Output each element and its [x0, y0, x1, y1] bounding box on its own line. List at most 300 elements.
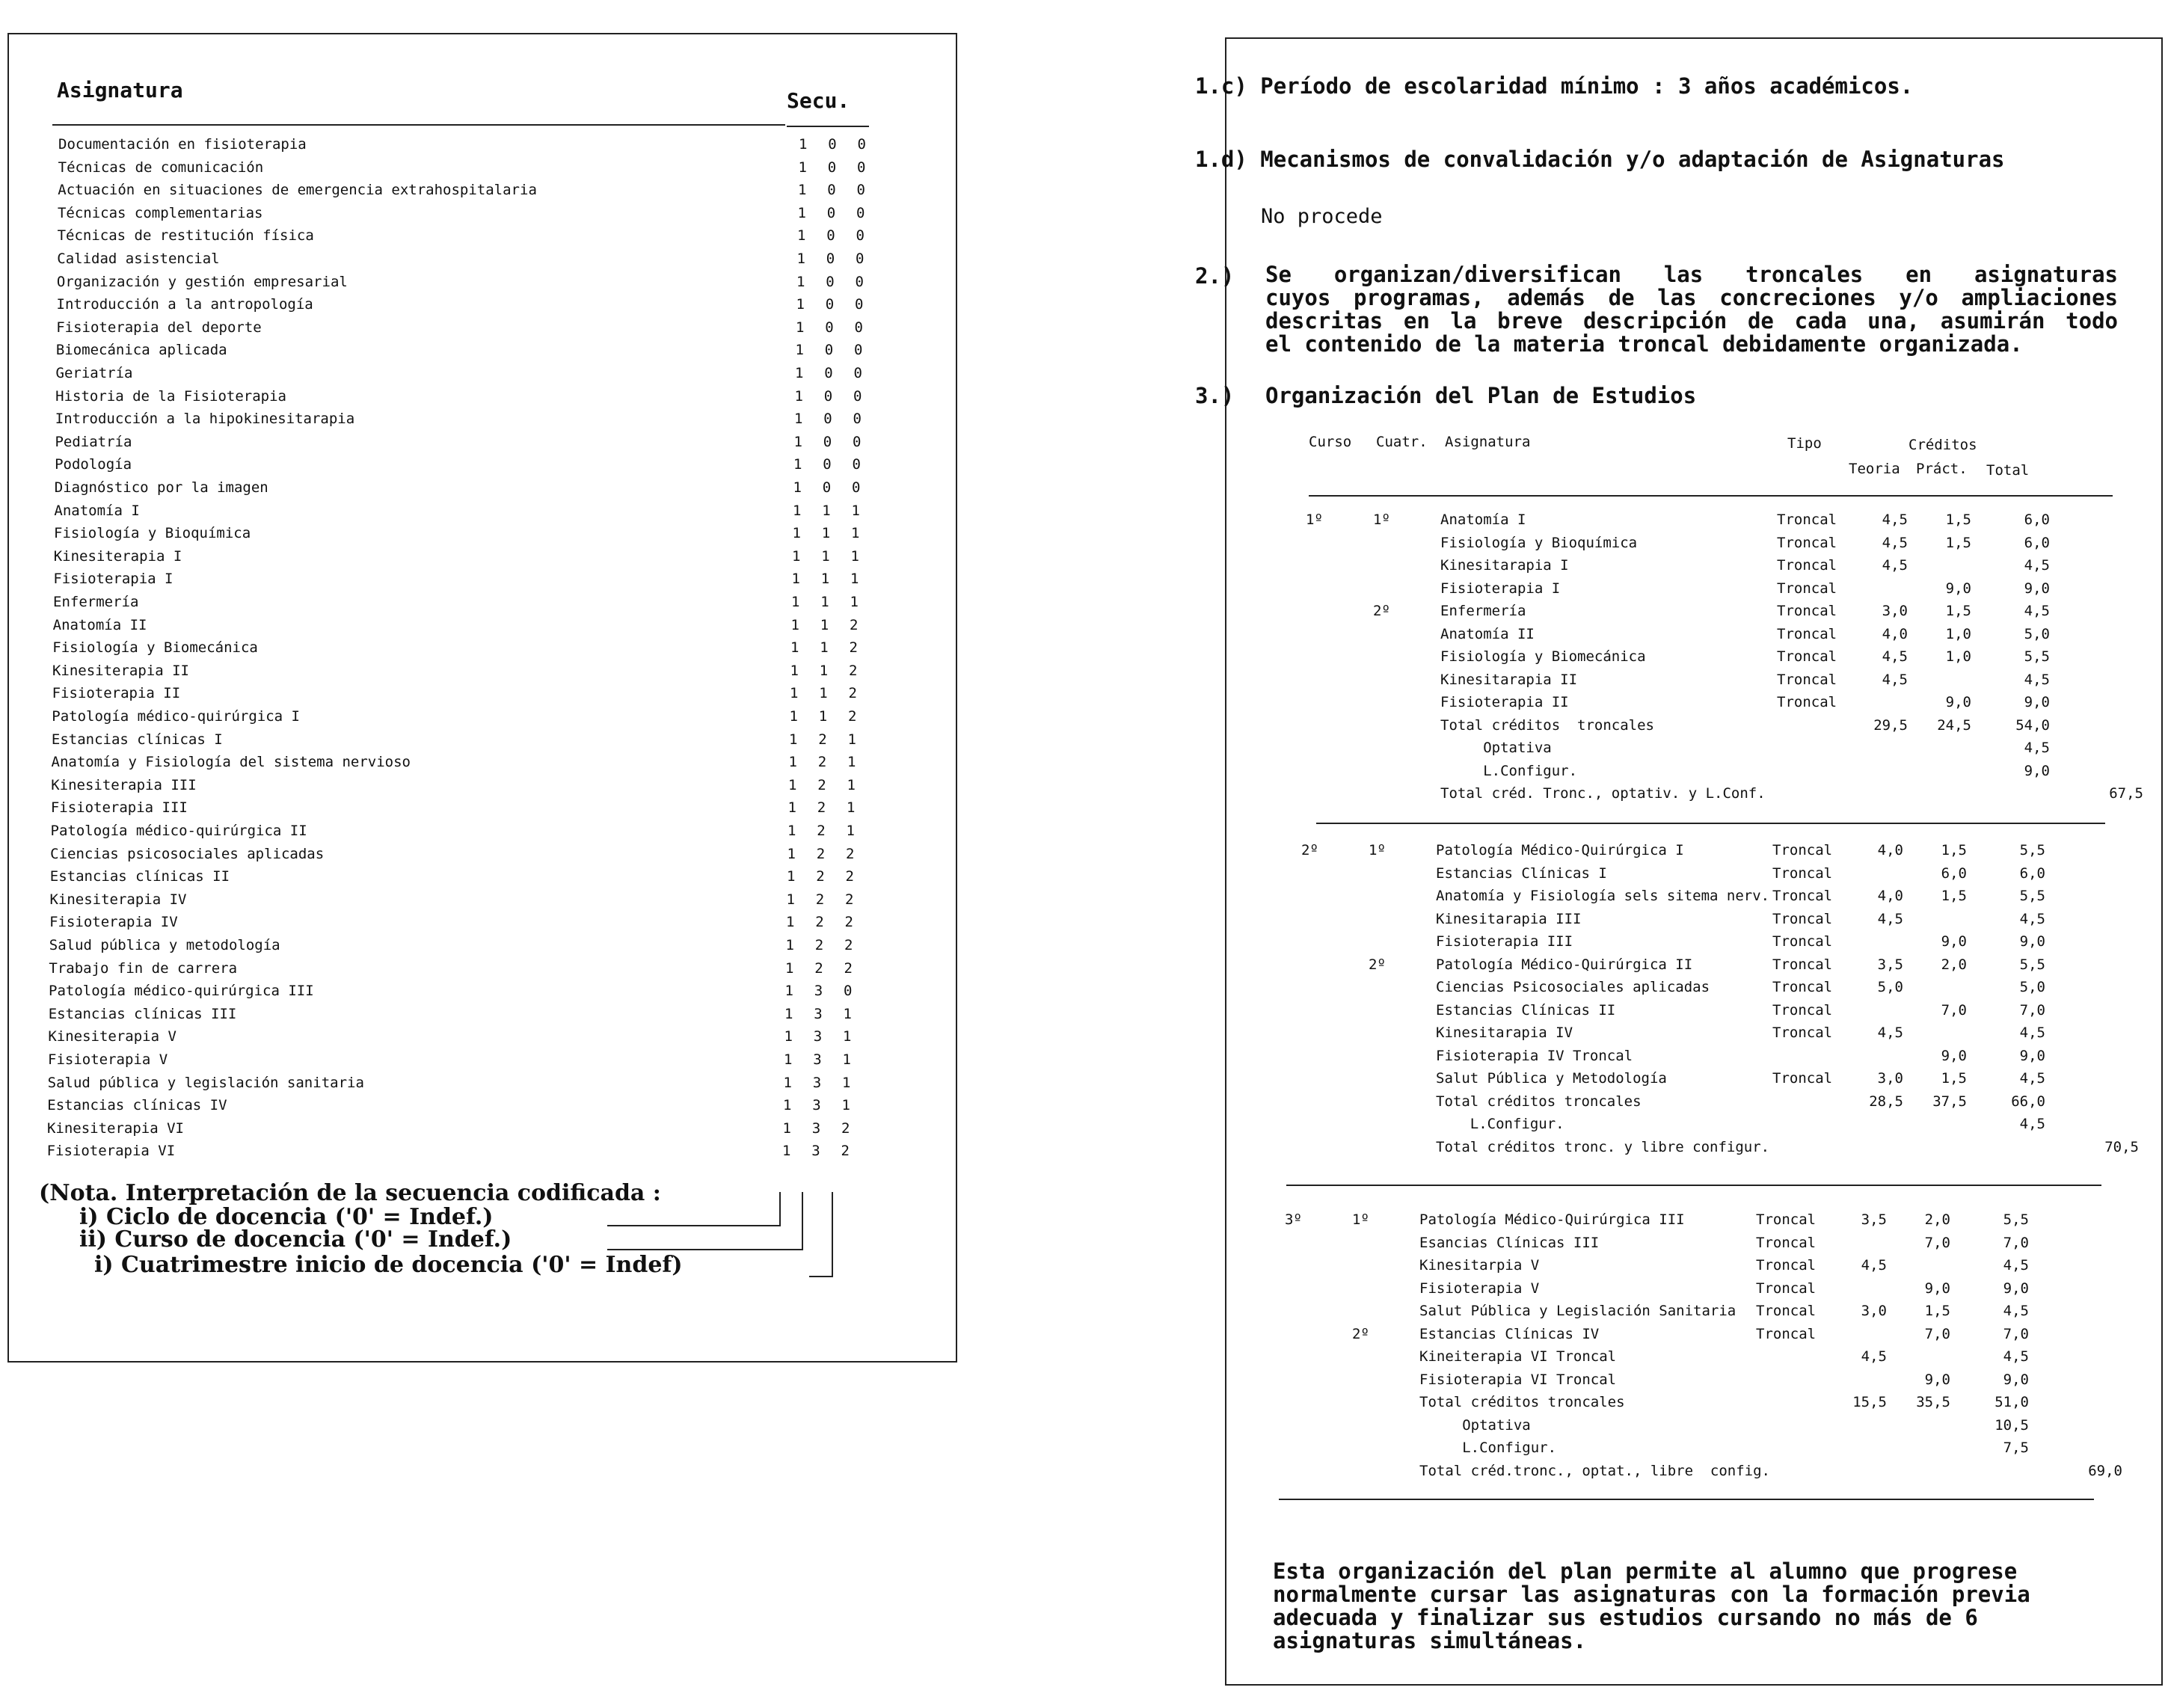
sequence-digit: 1: [786, 868, 796, 885]
cell-teo: 4,0: [1877, 888, 1903, 904]
sequence-digit: 2: [841, 1119, 850, 1137]
cell-asig: Total créd. Tronc., optativ. y L.Conf.: [1440, 785, 1766, 802]
subject-sequence-code: [797, 251, 865, 267]
year1-row: [1306, 512, 2151, 534]
cell-pra: 9,0: [1945, 580, 1971, 597]
left-page: [7, 33, 957, 1363]
subject-sequence-code: [788, 754, 856, 770]
subject-sequence-code: [785, 960, 853, 977]
sequence-digit: 0: [856, 227, 865, 245]
subject-sequence-code: [790, 617, 858, 633]
subject-row: [51, 799, 903, 822]
year1-row: [1306, 740, 2151, 762]
sequence-digit: 0: [823, 433, 832, 450]
subject-name: Trabajo fin de carrera: [49, 959, 238, 977]
cell-tot: 6,0: [2019, 864, 2045, 882]
year3-row: [1285, 1348, 2130, 1371]
cell-tot: 5,5: [2019, 956, 2045, 973]
cell-asig: Ciencias Psicosociales aplicadas: [1436, 979, 1710, 995]
subject-row: [58, 182, 910, 204]
sequence-digit: 1: [795, 365, 804, 381]
sequence-digit: 0: [827, 159, 837, 176]
sequence-digit: 1: [797, 204, 806, 221]
th-tipo: Tipo: [1787, 435, 1822, 452]
sequence-digit: 0: [853, 387, 862, 405]
subject-row: [49, 891, 902, 914]
sequence-digit: 1: [781, 1143, 791, 1160]
cell-asig: Kineiterapia VI Troncal: [1419, 1348, 1617, 1365]
subject-row: [56, 342, 909, 364]
cell-pra: 6,0: [1941, 864, 1967, 882]
subject-sequence-code: [795, 365, 862, 381]
subject-row: [51, 777, 903, 799]
cell-tot: 4,5: [2003, 1257, 2029, 1274]
cell-tipo: Troncal: [1777, 557, 1837, 574]
sequence-digit: 2: [817, 799, 826, 817]
subject-name: Ciencias psicosociales aplicadas: [50, 845, 325, 862]
cell-tipo: Troncal: [1772, 864, 1833, 882]
cell-teo: 28,5: [1869, 1093, 1903, 1110]
sequence-digit: 1: [822, 502, 831, 519]
cell-pra: 1,5: [1945, 603, 1971, 619]
subject-name: Salud pública y metodología: [49, 937, 280, 953]
cell-pra: 1,5: [1945, 512, 1971, 528]
cell-asig: Estancias Clínicas II: [1436, 1001, 1616, 1019]
cell-teo: 4,5: [1861, 1257, 1887, 1274]
year3-row: [1285, 1394, 2130, 1416]
sequence-digit: 0: [826, 273, 835, 290]
subject-name: Técnicas de restitución física: [57, 227, 314, 245]
cell-teo: 15,5: [1852, 1394, 1887, 1410]
subject-row: [57, 251, 909, 273]
subject-name: Podología: [55, 456, 132, 473]
sequence-digit: 1: [787, 823, 796, 839]
cell-tot: 4,5: [2024, 603, 2050, 619]
subject-name: Salud pública y legislación sanitaria: [47, 1074, 364, 1091]
year2-row: [1301, 956, 2146, 979]
cell-tipo: Troncal: [1772, 1025, 1833, 1041]
cell-tot: 9,0: [2019, 933, 2045, 950]
sequence-digit: 3: [811, 1119, 821, 1137]
year1-row: [1306, 626, 2151, 648]
cell-tipo: Troncal: [1772, 910, 1833, 927]
sequence-digit: 1: [841, 1097, 850, 1114]
sequence-digit: 0: [855, 296, 864, 313]
cell-tot: 7,0: [2003, 1234, 2029, 1251]
cell-tipo: Troncal: [1756, 1280, 1817, 1297]
cell-asig: Fisioterapia III: [1436, 933, 1573, 950]
sequence-digit: 3: [812, 1097, 821, 1114]
section-1c: 1.c) Período de escolaridad mínimo : 3 años académicos.: [1195, 73, 1914, 99]
subject-sequence-code: [790, 663, 857, 679]
subject-row: [58, 227, 910, 250]
header-asignatura: Asignatura: [57, 78, 183, 102]
cell-tot: 9,0: [2003, 1280, 2029, 1297]
sequence-digit: 3: [813, 1051, 822, 1068]
cell-asig: Anatomía II: [1440, 625, 1535, 642]
subject-sequence-code: [784, 1006, 852, 1022]
subject-name: Kinesiterapia VI: [46, 1119, 184, 1137]
subject-name: Estancias clínicas II: [49, 868, 230, 885]
cell-tipo: Troncal: [1772, 888, 1833, 904]
subject-name: Anatomía I: [54, 502, 140, 519]
year3-rule: [1279, 1499, 2094, 1500]
cell-tot: 4,5: [2019, 1116, 2045, 1132]
bracket-h2: [607, 1249, 803, 1250]
sequence-digit: 1: [847, 731, 856, 748]
subject-row: [54, 548, 906, 571]
sequence-digit: 1: [851, 502, 860, 519]
sequence-digit: 1: [819, 685, 828, 702]
cell-tipo: Troncal: [1772, 933, 1833, 950]
note-curso: ii) Curso de docencia ('0' = Indef.): [79, 1226, 512, 1253]
subject-row: [55, 456, 907, 479]
sequence-digit: 0: [856, 251, 865, 267]
cell-curso: 2º: [1301, 842, 1318, 858]
subject-row: [56, 319, 909, 342]
sequence-digit: 1: [784, 1051, 793, 1068]
cell-tipo: Troncal: [1777, 512, 1837, 528]
sequence-digit: 1: [820, 594, 829, 610]
subject-name: Actuación en situaciones de emergencia extrahospitalaria: [58, 182, 537, 199]
sequence-digit: 1: [793, 456, 802, 473]
cell-asig: Total créditos tronc. y libre configur.: [1436, 1138, 1770, 1155]
subject-row: [47, 1143, 900, 1165]
cell-tipo: Troncal: [1777, 648, 1837, 665]
bracket-h1: [607, 1225, 779, 1226]
sequence-digit: 2: [816, 845, 826, 862]
year2-row: [1301, 1002, 2146, 1025]
cell-pra: 1,5: [1924, 1303, 1950, 1319]
year2-row: [1301, 911, 2146, 933]
subject-sequence-code: [799, 136, 866, 153]
cell-pra: 7,0: [1941, 1001, 1967, 1019]
sequence-digit: 1: [791, 547, 801, 565]
cell-tot: 7,0: [2019, 1001, 2045, 1019]
cell-pra: 7,0: [1924, 1234, 1950, 1251]
subject-sequence-code: [798, 159, 865, 176]
cell-teo: 5,0: [1877, 979, 1903, 995]
sequence-digit: 2: [844, 959, 853, 977]
subject-sequence-code: [786, 891, 853, 908]
subject-row: [57, 274, 909, 296]
sequence-digit: 1: [851, 525, 860, 542]
sequence-digit: 1: [788, 754, 797, 771]
cell-asig: Esancias Clínicas III: [1419, 1234, 1600, 1251]
subject-row: [52, 754, 904, 776]
subject-row: [47, 1097, 900, 1119]
year2-row: [1301, 1048, 2146, 1070]
subject-sequence-code: [796, 319, 863, 336]
cell-asig: Enfermería: [1440, 603, 1526, 619]
section-2-line-1: Se organizan/diversifican las troncales en asignaturas: [1265, 262, 2118, 287]
subject-sequence-code: [790, 708, 857, 725]
sequence-digit: 3: [812, 1074, 822, 1091]
cell-pra: 35,5: [1916, 1394, 1950, 1410]
subject-row: [54, 503, 906, 525]
cell-teo: 4,5: [1882, 648, 1908, 665]
bracket-v2: [802, 1192, 803, 1250]
cell-curso: 1º: [1306, 512, 1323, 528]
sequence-digit: 1: [796, 227, 806, 245]
cell-curso: 3º: [1285, 1211, 1302, 1228]
sequence-digit: 1: [796, 273, 805, 290]
cell-tot: 7,5: [2003, 1440, 2029, 1456]
cell-asig: Estancias Clínicas IV: [1419, 1325, 1600, 1342]
subject-sequence-code: [784, 983, 852, 999]
cell-asig: Anatomía y Fisiología sels sitema nerv.: [1436, 888, 1770, 904]
cell-tot: 6,0: [2024, 512, 2050, 528]
cell-pra: 9,0: [1924, 1280, 1950, 1297]
sequence-digit: 1: [793, 411, 803, 428]
cell-tot: 5,0: [2024, 625, 2050, 642]
section-2-paragraph: [1265, 263, 2118, 356]
subject-name: Introducción a la hipokinesitarapia: [55, 411, 355, 428]
subject-row: [55, 388, 908, 411]
cell-tot: 66,0: [2011, 1093, 2045, 1110]
subject-sequence-code: [784, 1028, 851, 1045]
year2-row: [1301, 979, 2146, 1001]
subject-sequence-code: [782, 1120, 850, 1137]
subject-sequence-code: [794, 388, 862, 405]
right-page: [1195, 37, 2163, 1686]
sequence-digit: 1: [846, 823, 855, 839]
subject-name: Estancias clínicas IV: [47, 1097, 227, 1114]
sequence-digit: 1: [842, 1074, 851, 1091]
cell-pra: 2,0: [1924, 1211, 1950, 1228]
subject-sequence-code: [784, 1051, 851, 1068]
cell-grand: 67,5: [2109, 785, 2143, 802]
subject-name: Anatomía y Fisiología del sistema nervioso: [51, 754, 411, 771]
sequence-digit: 2: [817, 754, 827, 771]
subject-sequence-code: [798, 182, 865, 198]
cell-asig: Kinesitarpia V: [1419, 1257, 1540, 1274]
cell-tot: 4,5: [2003, 1303, 2029, 1319]
cell-pra: 1,0: [1945, 648, 1971, 665]
subject-row: [49, 960, 901, 983]
sequence-digit: 0: [857, 136, 866, 153]
cell-tipo: Troncal: [1756, 1257, 1817, 1274]
subject-sequence-code: [793, 456, 861, 473]
cell-asig: Salut Pública y Metodología: [1436, 1070, 1667, 1087]
subject-name: Fisioterapia VI: [46, 1143, 176, 1160]
sequence-digit: 2: [817, 776, 826, 793]
cell-tot: 5,5: [2019, 888, 2045, 904]
subject-name: Geriatría: [55, 365, 133, 381]
year2-row: [1301, 1139, 2146, 1161]
sequence-digit: 1: [821, 525, 831, 542]
subject-row: [54, 525, 906, 547]
sequence-digit: 1: [797, 182, 807, 199]
sequence-digit: 1: [785, 937, 794, 953]
sequence-digit: 1: [847, 799, 856, 817]
cell-asig: Total créditos troncales: [1419, 1394, 1625, 1410]
bracket-v3: [832, 1192, 833, 1277]
sequence-digit: 1: [793, 433, 802, 450]
sequence-digit: 1: [786, 891, 795, 908]
sequence-digit: 1: [785, 914, 795, 931]
cell-tot: 10,5: [1995, 1416, 2029, 1434]
year1-row: [1306, 694, 2151, 716]
subject-sequence-code: [789, 731, 856, 748]
cell-pra: 1,5: [1941, 1070, 1967, 1087]
cell-tipo: Troncal: [1772, 1070, 1833, 1087]
subject-sequence-code: [792, 548, 859, 565]
th-asignatura: Asignatura: [1445, 434, 1531, 450]
cell-tot: 9,0: [2019, 1047, 2045, 1064]
note-cuatrimestre: i) Cuatrimestre inicio de docencia ('0' = Indef): [94, 1252, 683, 1278]
cell-tipo: Troncal: [1777, 694, 1837, 710]
cell-asig: Fisioterapia IV Troncal: [1436, 1047, 1633, 1064]
subject-name: Estancias clínicas III: [48, 1005, 237, 1022]
cell-cuatr: 2º: [1373, 603, 1390, 619]
cell-pra: 9,0: [1941, 1047, 1967, 1064]
subject-name: Kinesiterapia I: [53, 547, 182, 565]
cell-asig: Kinesitarapia IV: [1436, 1025, 1573, 1041]
sequence-digit: 1: [843, 1028, 852, 1045]
section-2-line-2: cuyos programas, además de las concreciones y/o ampliaciones: [1265, 285, 2118, 310]
year1-row: [1306, 580, 2151, 603]
cell-pra: 7,0: [1924, 1325, 1950, 1342]
th-curso: Curso: [1309, 434, 1352, 450]
cell-teo: 3,5: [1877, 956, 1903, 973]
sequence-digit: 0: [825, 296, 835, 313]
cell-tot: 4,5: [2003, 1348, 2029, 1365]
subject-name: Patología médico-quirúrgica II: [50, 823, 307, 839]
subject-sequence-code: [795, 342, 862, 358]
sequence-digit: 2: [844, 937, 853, 953]
cell-tot: 5,0: [2019, 979, 2045, 995]
cell-teo: 4,0: [1877, 842, 1903, 858]
cell-tipo: Troncal: [1777, 603, 1837, 619]
cell-tipo: Troncal: [1777, 534, 1837, 551]
sequence-digit: 3: [814, 1005, 823, 1022]
sequence-digit: 2: [815, 891, 825, 908]
sequence-digit: 2: [815, 914, 824, 931]
year3-row: [1285, 1235, 2130, 1257]
subject-row: [52, 685, 905, 707]
cell-tipo: Troncal: [1772, 956, 1833, 973]
subject-row: [55, 411, 908, 433]
sequence-digit: 0: [853, 365, 862, 381]
subject-row: [58, 136, 911, 159]
sequence-digit: 1: [820, 616, 829, 633]
cell-pra: 37,5: [1932, 1093, 1967, 1110]
cell-pra: 1,5: [1941, 842, 1967, 858]
subject-row: [58, 205, 910, 227]
cell-asig: L.Configur.: [1419, 1440, 1557, 1456]
header-rule: [52, 124, 785, 126]
sequence-digit: 0: [854, 342, 863, 359]
cell-asig: Anatomía I: [1440, 512, 1526, 528]
cell-cuatr: 2º: [1369, 956, 1386, 973]
sequence-digit: 2: [814, 959, 823, 977]
subject-sequence-code: [783, 1075, 850, 1091]
year1-row: [1306, 535, 2151, 557]
cell-teo: 4,0: [1882, 625, 1908, 642]
sequence-digit: 0: [824, 365, 833, 381]
sequence-digit: 0: [823, 387, 833, 405]
subject-row: [52, 639, 905, 662]
th-teoria: Teoria: [1849, 461, 1900, 477]
sequence-digit: 1: [791, 571, 800, 588]
closing-line-4: asignaturas simultáneas.: [1273, 1628, 1587, 1653]
cell-pra: 9,0: [1924, 1371, 1950, 1388]
subject-sequence-code: [797, 227, 865, 244]
cell-asig: L.Configur.: [1436, 1116, 1564, 1132]
note-title: (Nota. Interpretación de la secuencia codificada :: [39, 1180, 661, 1206]
cell-pra: 24,5: [1937, 716, 1971, 734]
sequence-digit: 2: [844, 914, 853, 931]
sequence-digit: 1: [821, 547, 830, 565]
year3-row: [1285, 1417, 2130, 1440]
bracket-h3: [809, 1276, 833, 1277]
cell-tot: 9,0: [2024, 694, 2050, 710]
subject-row: [55, 434, 907, 456]
sequence-digit: 0: [857, 159, 866, 176]
cell-pra: 2,0: [1941, 956, 1967, 973]
sequence-digit: 1: [792, 525, 801, 542]
subject-row: [48, 1051, 900, 1074]
subject-sequence-code: [793, 479, 861, 496]
year1-row: [1306, 763, 2151, 785]
subject-name: Estancias clínicas I: [51, 731, 223, 748]
sequence-digit: 0: [856, 204, 865, 221]
sequence-digit: 0: [823, 411, 832, 428]
cell-tipo: Troncal: [1772, 979, 1833, 995]
sequence-digit: 1: [842, 1051, 851, 1068]
cell-asig: Optativa: [1419, 1416, 1531, 1434]
sequence-digit: 0: [824, 342, 834, 359]
subject-row: [57, 296, 909, 319]
cell-asig: Fisiología y Bioquímica: [1440, 534, 1638, 551]
sequence-digit: 0: [856, 182, 865, 199]
cell-teo: 29,5: [1873, 716, 1908, 734]
sequence-digit: 1: [790, 616, 799, 633]
section-3-number: 3.): [1195, 383, 1235, 408]
th-cuatr: Cuatr.: [1376, 434, 1428, 450]
subject-name: Fisioterapia II: [52, 685, 181, 702]
subject-name: Patología médico-quirúrgica I: [52, 708, 300, 725]
subject-name: Kinesiterapia II: [52, 662, 189, 679]
cell-tot: 54,0: [2015, 716, 2050, 734]
subject-row: [49, 1006, 901, 1028]
subject-name: Anatomía II: [52, 616, 147, 633]
cell-tipo: Troncal: [1756, 1234, 1817, 1251]
section-2-number: 2.): [1195, 263, 1235, 289]
subject-sequence-code: [791, 571, 859, 587]
subject-sequence-code: [787, 846, 854, 862]
cell-asig: Total créd.tronc., optat., libre config.: [1419, 1462, 1770, 1479]
year1-row: [1306, 672, 2151, 694]
sequence-digit: 1: [795, 342, 804, 359]
sequence-digit: 1: [818, 708, 828, 725]
year2-row: [1301, 1025, 2146, 1047]
sequence-digit: 2: [850, 616, 859, 633]
cell-pra: 9,0: [1941, 933, 1967, 950]
subject-name: Organización y gestión empresarial: [56, 273, 348, 290]
cell-tot: 9,0: [2024, 762, 2050, 779]
subject-row: [49, 983, 901, 1005]
subject-name: Kinesiterapia IV: [49, 891, 187, 908]
sequence-digit: 0: [823, 456, 832, 473]
cell-asig: Patología Médico-Quirúrgica II: [1436, 956, 1693, 973]
subject-sequence-code: [786, 937, 853, 953]
sequence-digit: 1: [793, 479, 802, 496]
subject-name: Fisioterapia IV: [49, 914, 178, 931]
cell-teo: 3,0: [1861, 1303, 1887, 1319]
year2-row: [1301, 888, 2146, 910]
